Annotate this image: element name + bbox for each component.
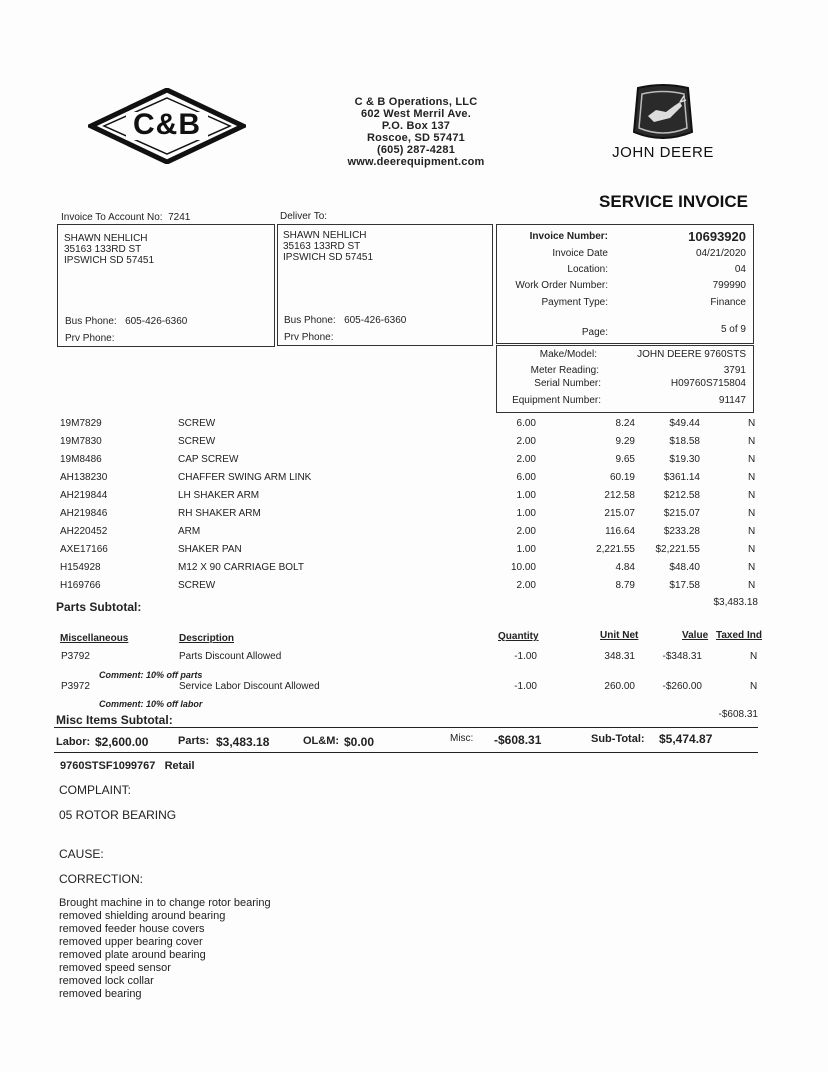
- cause-label: CAUSE:: [59, 847, 104, 861]
- table-row: AH220452 ARM 2.00 116.64 $233.28 N: [60, 526, 756, 537]
- labor-total: $2,600.00: [95, 735, 149, 749]
- list-item: Brought machine in to change rotor bearing: [59, 897, 271, 909]
- table-row: 19M7829 SCREW 6.00 8.24 $49.44 N: [60, 418, 756, 429]
- parts-subtotal-label: Parts Subtotal:: [56, 600, 142, 614]
- complaint-label: COMPLAINT:: [59, 783, 132, 797]
- parts-subtotal-value: $3,483.18: [713, 597, 758, 608]
- deliver-to-label: Deliver To:: [280, 211, 328, 222]
- company-phone: (605) 287-4281: [376, 144, 456, 156]
- sub-total: $5,474.87: [659, 732, 713, 746]
- parts-total: $3,483.18: [216, 735, 270, 749]
- list-item: removed bearing: [59, 988, 142, 1000]
- account-number: 7241: [168, 212, 191, 223]
- misc-row: P3792 Parts Discount Allowed -1.00 348.31 -$348.31 N: [61, 651, 758, 662]
- table-row: AH138230 CHAFFER SWING ARM LINK 6.00 60.19 $361.14 N: [60, 472, 756, 483]
- deliver-to-address: SHAWN NEHLICH 35163 133RD ST IPSWICH SD 57451: [283, 230, 374, 263]
- invoice-to-address: SHAWN NEHLICH 35163 133RD ST IPSWICH SD 57451: [64, 233, 155, 266]
- table-row: H154928 M12 X 90 CARRIAGE BOLT 10.00 4.84 $48.40 N: [60, 562, 756, 573]
- totals-bar: Labor: $2,600.00 Parts: $3,483.18 OL&M: $0.00 Misc: -$608.31 Sub-Total: $5,474.87: [56, 732, 713, 749]
- complaint-text: 05 ROTOR BEARING: [59, 808, 177, 822]
- list-item: removed upper bearing cover: [59, 936, 203, 948]
- misc-comment: Comment: 10% off parts: [99, 670, 203, 680]
- misc-subtotal-label: Misc Items Subtotal:: [56, 713, 173, 727]
- invoice-to-prv-phone: Prv Phone:: [65, 333, 115, 344]
- totals-rule-bottom: [54, 752, 758, 753]
- olm-total: $0.00: [344, 735, 375, 749]
- company-city: Roscoe, SD 57471: [367, 132, 465, 144]
- table-row: AH219844 LH SHAKER ARM 1.00 212.58 $212.58 N: [60, 490, 756, 501]
- table-row: H169766 SCREW 2.00 8.79 $17.58 N: [60, 580, 756, 591]
- john-deere-logo: [596, 84, 730, 166]
- table-row: 19M7830 SCREW 2.00 9.29 $18.58 N: [60, 436, 756, 447]
- deliver-to-bus-phone: Bus Phone: 605-426-6360: [284, 315, 407, 326]
- misc-comment: Comment: 10% off labor: [99, 699, 203, 709]
- document-title: SERVICE INVOICE: [599, 192, 748, 211]
- company-address1: 602 West Merril Ave.: [361, 108, 471, 120]
- list-item: removed plate around bearing: [59, 949, 206, 961]
- company-info: [316, 96, 516, 168]
- cb-logo-text: C&B: [133, 108, 201, 141]
- company-web: www.deerequipment.com: [347, 156, 485, 168]
- brand-name: JOHN DEERE: [612, 144, 714, 161]
- cb-logo: [88, 88, 246, 164]
- deer-icon: [596, 84, 730, 144]
- list-item: removed speed sensor: [59, 962, 171, 974]
- invoice-number: 10693920: [688, 229, 746, 244]
- totals-rule-top: [54, 727, 758, 728]
- company-name: C & B Operations, LLC: [354, 96, 478, 108]
- table-row: AXE17166 SHAKER PAN 1.00 2,221.55 $2,221.55 N: [60, 544, 756, 555]
- misc-row: P3972 Service Labor Discount Allowed -1.00 260.00 -$260.00 N: [61, 681, 758, 692]
- list-item: removed shielding around bearing: [59, 910, 226, 922]
- correction-label: CORRECTION:: [59, 872, 143, 886]
- company-address2: P.O. Box 137: [381, 120, 451, 132]
- invoice-to-bus-phone: Bus Phone: 605-426-6360: [65, 316, 188, 327]
- table-row: AH219846 RH SHAKER ARM 1.00 215.07 $215.07 N: [60, 508, 756, 519]
- job-code: 9760STSF1099767 Retail: [60, 760, 195, 772]
- deliver-to-prv-phone: Prv Phone:: [284, 332, 334, 343]
- list-item: removed lock collar: [59, 975, 154, 987]
- misc-subtotal-value: -$608.31: [718, 709, 758, 720]
- invoice-to-label: Invoice To Account No: 7241: [61, 212, 191, 223]
- misc-total: -$608.31: [494, 733, 542, 747]
- correction-lines: [59, 897, 271, 1001]
- table-row: 19M8486 CAP SCREW 2.00 9.65 $19.30 N: [60, 454, 756, 465]
- list-item: removed feeder house covers: [59, 923, 205, 935]
